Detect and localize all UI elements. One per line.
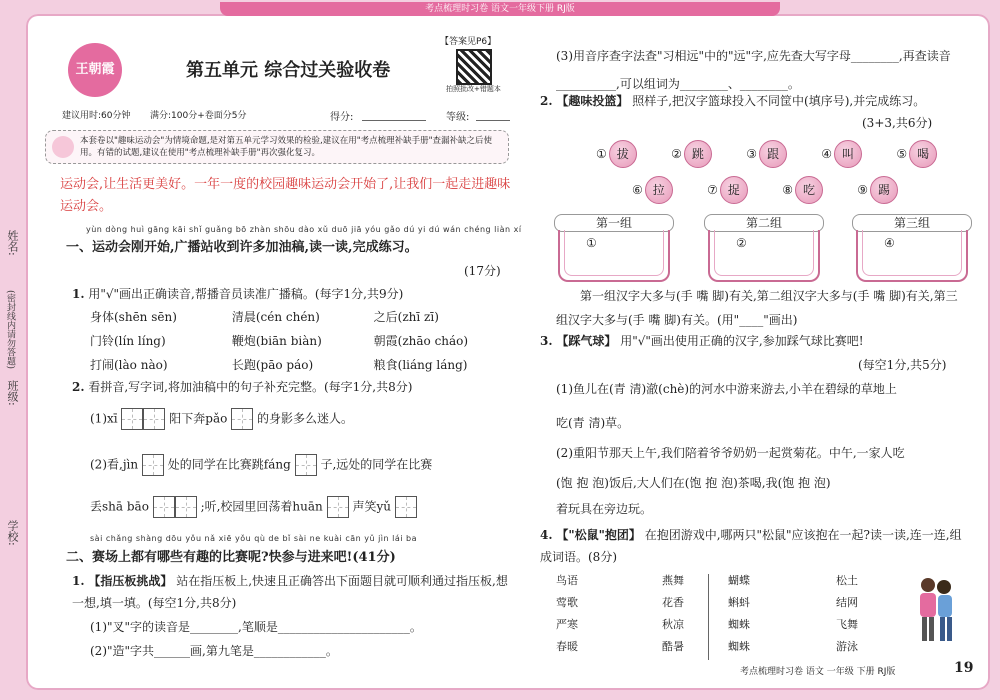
- q2-3-line3[interactable]: (2)重阳节那天上午,我们陪着爷爷奶奶一起赏菊花。中午,一家人吃: [556, 446, 905, 460]
- header-strip: 考点梳理时习卷 语文一年级下册 RJ版: [220, 2, 780, 16]
- group-2-tag: 第二组: [704, 214, 824, 232]
- word-item[interactable]: 松土: [836, 574, 858, 587]
- q1-1-text: 用"√"画出正确读音,帮播音员读准广播稿。(每字1分,共9分): [88, 287, 404, 301]
- q2-1-label: 1.: [72, 574, 85, 588]
- q2-1-line1[interactable]: (1)"叉"字的读音是________,笔顺是______________________。: [90, 620, 422, 634]
- teacher-icon: [52, 136, 74, 158]
- ball-number: ①: [596, 147, 607, 161]
- basket-2-item: ②: [736, 236, 747, 250]
- binding-margin: [0, 0, 26, 700]
- fill-text: 声笑yǔ: [352, 499, 391, 514]
- word-item[interactable]: 秋凉: [662, 618, 684, 631]
- section2-title: [66, 546, 396, 565]
- answer-ref: 【答案见P6】: [440, 37, 497, 47]
- fill-line-2: [90, 454, 432, 476]
- word-item[interactable]: 蜘蛛: [728, 618, 750, 631]
- q2-3-line2[interactable]: 吃(青 清)草。: [556, 416, 630, 430]
- ball-number: ④: [821, 147, 833, 161]
- char-box[interactable]: [143, 408, 165, 430]
- group-1-tag: 第一组: [554, 214, 674, 232]
- q2-2-summary[interactable]: 第一组汉字大多与(手 嘴 脚)有关,第二组汉字大多与(手 嘴 脚)有关,第三组汉字大多与(手 嘴 脚)有关。(用"____"画出): [556, 289, 958, 327]
- q2-3: [540, 332, 864, 349]
- q2-2-score: (3+3,共6分): [862, 116, 933, 130]
- basket-3[interactable]: [856, 230, 968, 282]
- q2-1: [72, 570, 512, 614]
- seal-note: (密封线内请勿答题): [5, 290, 15, 370]
- time-hint: 建议用时:60分钟: [62, 111, 131, 121]
- basketball[interactable]: 吃: [795, 176, 823, 204]
- word-item[interactable]: 蝌蚪: [728, 596, 750, 609]
- footer-text: 考点梳理时习卷 语文 一年级 下册 RJ版: [740, 667, 896, 677]
- word-column-3: [728, 570, 750, 658]
- q2-1-line3[interactable]: (3)用音序查字法查"习相远"中的"远"字,应先查大写字母________,再查读音__________,可以组词为________、________。: [556, 49, 951, 91]
- word-column-4: [836, 570, 858, 658]
- basket-3-item: ④: [884, 236, 895, 250]
- fill-text: ;听,校园里回荡着huān: [200, 499, 323, 514]
- char-box[interactable]: [121, 408, 143, 430]
- fill-text: (1)xī: [90, 411, 118, 426]
- reading-item[interactable]: 鞭炮(biān biàn): [231, 334, 322, 348]
- reading-item[interactable]: 门铃(lín líng): [90, 334, 166, 348]
- q2-1-tag: 【指压板挑战】: [88, 574, 173, 588]
- ball-number: ⑥: [632, 183, 643, 197]
- char-box[interactable]: [175, 496, 197, 518]
- balls-row-1: [596, 140, 966, 168]
- intro-text: 运动会,让生活更美好。一年一度的校园趣味运动会开始了,让我们一起走进趣味运动会。: [60, 177, 511, 214]
- q1-2: [72, 378, 412, 395]
- section1-pinyin: yùn dòng huì gāng kāi shǐ guǎng bō zhàn shōu dào xǔ duō jiā yóu gǎo dú yi dú wán chéng liàn xí: [86, 225, 522, 234]
- q2-2-tag: 【趣味投篮】: [556, 94, 629, 108]
- word-item[interactable]: 燕舞: [662, 574, 684, 587]
- balls-row-2: [632, 176, 927, 204]
- qr-code-icon[interactable]: [456, 49, 492, 85]
- basketball[interactable]: 跟: [759, 140, 787, 168]
- section2-score: (41分): [352, 550, 396, 565]
- basketball[interactable]: 拉: [645, 176, 673, 204]
- reading-item[interactable]: 打闹(lào nào): [90, 358, 168, 372]
- fill-line-1: [90, 408, 353, 430]
- word-item[interactable]: 酷暑: [662, 640, 684, 653]
- char-box[interactable]: [231, 408, 253, 430]
- word-item[interactable]: 蝴蝶: [728, 574, 750, 587]
- fill-text: 处的同学在比赛跳fáng: [167, 457, 291, 472]
- score-label: 得分:: [330, 112, 354, 123]
- q2-4: [540, 524, 964, 568]
- word-column-1: [556, 570, 578, 658]
- ball-number: ⑤: [896, 147, 908, 161]
- basket-2[interactable]: [708, 230, 820, 282]
- q2-4-label: 4.: [540, 528, 553, 542]
- q2-3-label: 3.: [540, 334, 553, 348]
- reading-item[interactable]: 清晨(cén chén): [231, 310, 320, 324]
- reading-item[interactable]: 之后(zhī zī): [373, 310, 439, 324]
- score-field[interactable]: [362, 120, 426, 121]
- fill-line-3: [90, 496, 417, 518]
- ball-number: ⑦: [707, 183, 718, 197]
- page-title: 第五单元 综合过关验收卷: [186, 60, 391, 81]
- q2-2: [540, 92, 925, 109]
- school-label: 学校:: [6, 520, 19, 546]
- word-item[interactable]: 严寒: [556, 618, 578, 631]
- word-column-2: [662, 570, 684, 658]
- group-3-tag: 第三组: [852, 214, 972, 232]
- q1-1-label: 1.: [72, 287, 85, 301]
- fill-text: (2)看,jìn: [90, 457, 139, 472]
- word-item[interactable]: 结网: [836, 596, 858, 609]
- fill-text: 阳下奔pǎo: [169, 411, 228, 426]
- q2-3-line1[interactable]: (1)鱼儿在(青 清)澈(chè)的河水中游来游去,小羊在碧绿的草地上: [556, 382, 897, 396]
- ball-number: ②: [671, 147, 682, 161]
- q2-3-tag: 【踩气球】: [556, 334, 617, 348]
- word-item[interactable]: 游泳: [836, 640, 858, 653]
- word-item[interactable]: 花香: [662, 596, 684, 609]
- q2-3-line4[interactable]: (饱 抱 泡)饭后,大人们在(饱 抱 泡)茶喝,我(饱 抱 泡): [556, 476, 831, 490]
- section1-score: (17分): [464, 264, 501, 278]
- basketball[interactable]: 叫: [834, 140, 862, 168]
- basketball[interactable]: 踢: [870, 176, 898, 204]
- qr-caption: 拍照批改+错题本: [446, 85, 501, 93]
- brand-logo: 王朝霞: [68, 43, 122, 97]
- notice-box: [45, 130, 509, 164]
- reading-item[interactable]: 朝霞(zhāo cháo): [373, 334, 469, 348]
- grade-field[interactable]: [476, 120, 510, 121]
- grade-label: 等级:: [446, 112, 470, 123]
- fill-text: 丢shā bāo: [90, 499, 149, 514]
- basketball[interactable]: 跳: [684, 140, 712, 168]
- fill-text: 子,远处的同学在比赛: [320, 457, 433, 472]
- q2-1-text: 站在指压板上,快速且正确答出下面题目就可顺利通过指压板,想一想,填一填。(每空1分,共8分): [72, 574, 508, 610]
- basketball[interactable]: 喝: [909, 140, 937, 168]
- q1-2-label: 2.: [72, 380, 85, 394]
- class-label: 班级:: [6, 380, 19, 406]
- q2-2-label: 2.: [540, 94, 553, 108]
- section2-pinyin: sài chǎng shàng dōu yǒu nǎ xiē yǒu qù de bǐ sài ne kuài cān yǔ jìn lái ba: [90, 534, 418, 543]
- name-label: 姓名:: [6, 230, 19, 256]
- reading-item[interactable]: 粮食(liáng láng): [373, 358, 468, 372]
- word-item[interactable]: 春暖: [556, 640, 578, 653]
- char-box[interactable]: [395, 496, 417, 518]
- score-total: 满分:100分+卷面分5分: [150, 111, 247, 121]
- ball-number: ⑨: [857, 183, 869, 197]
- char-box[interactable]: [142, 454, 164, 476]
- q1-1: [72, 285, 512, 302]
- reading-item[interactable]: 身体(shēn sēn): [90, 310, 177, 324]
- word-item[interactable]: 鸟语: [556, 574, 578, 587]
- q2-4-text: 在抱团游戏中,哪两只"松鼠"应该抱在一起?读一读,连一连,组成词语。(8分): [540, 528, 962, 564]
- q2-3-score: (每空1分,共5分): [858, 358, 947, 372]
- reading-grid: [90, 308, 468, 380]
- q2-3-text: 用"√"画出使用正确的汉字,参加踩气球比赛吧!: [620, 334, 864, 348]
- q2-4-tag: 【"松鼠"抱团】: [556, 528, 641, 542]
- fill-text: 的身影多么迷人。: [256, 411, 353, 426]
- basketball[interactable]: 捉: [720, 176, 748, 204]
- section2-title-text: 二、赛场上都有哪些有趣的比赛呢?快参与进来吧!: [66, 550, 353, 565]
- word-item[interactable]: 飞舞: [836, 618, 858, 631]
- hugging-kids-illustration: [912, 575, 960, 645]
- char-box[interactable]: [153, 496, 175, 518]
- ball-number: ③: [746, 147, 757, 161]
- section1-title: 一、运动会刚开始,广播站收到许多加油稿,读一读,完成练习。: [66, 240, 418, 255]
- word-item[interactable]: 莺歌: [556, 596, 578, 609]
- basket-1-item: ①: [586, 236, 597, 250]
- char-box[interactable]: [327, 496, 349, 518]
- word-item[interactable]: 蜘蛛: [728, 640, 750, 653]
- q1-2-text: 看拼音,写字词,将加油稿中的句子补充完整。(每字1分,共8分): [88, 380, 413, 394]
- basket-1[interactable]: [558, 230, 670, 282]
- ball-number: ⑧: [782, 183, 793, 197]
- reading-item[interactable]: 长跑(pāo páo): [231, 358, 314, 372]
- notice-text: 本套卷以"趣味运动会"为情境命题,是对第五单元学习效果的检验,建议在用"考点梳理补缺手册"查漏补缺之后使用。有错的试题,建议在使用"考点梳理补缺手册"再次强化复习。: [80, 136, 493, 158]
- column-divider: [708, 574, 709, 660]
- char-box[interactable]: [295, 454, 317, 476]
- page-number: 19: [954, 660, 974, 676]
- q2-2-text: 照样子,把汉字篮球投入不同筐中(填序号),并完成练习。: [632, 94, 926, 108]
- q2-3-line5: 着玩具在旁边玩。: [556, 502, 653, 516]
- basketball[interactable]: 拔: [609, 140, 637, 168]
- q2-1-line2[interactable]: (2)"造"字共______画,第九笔是____________。: [90, 644, 338, 658]
